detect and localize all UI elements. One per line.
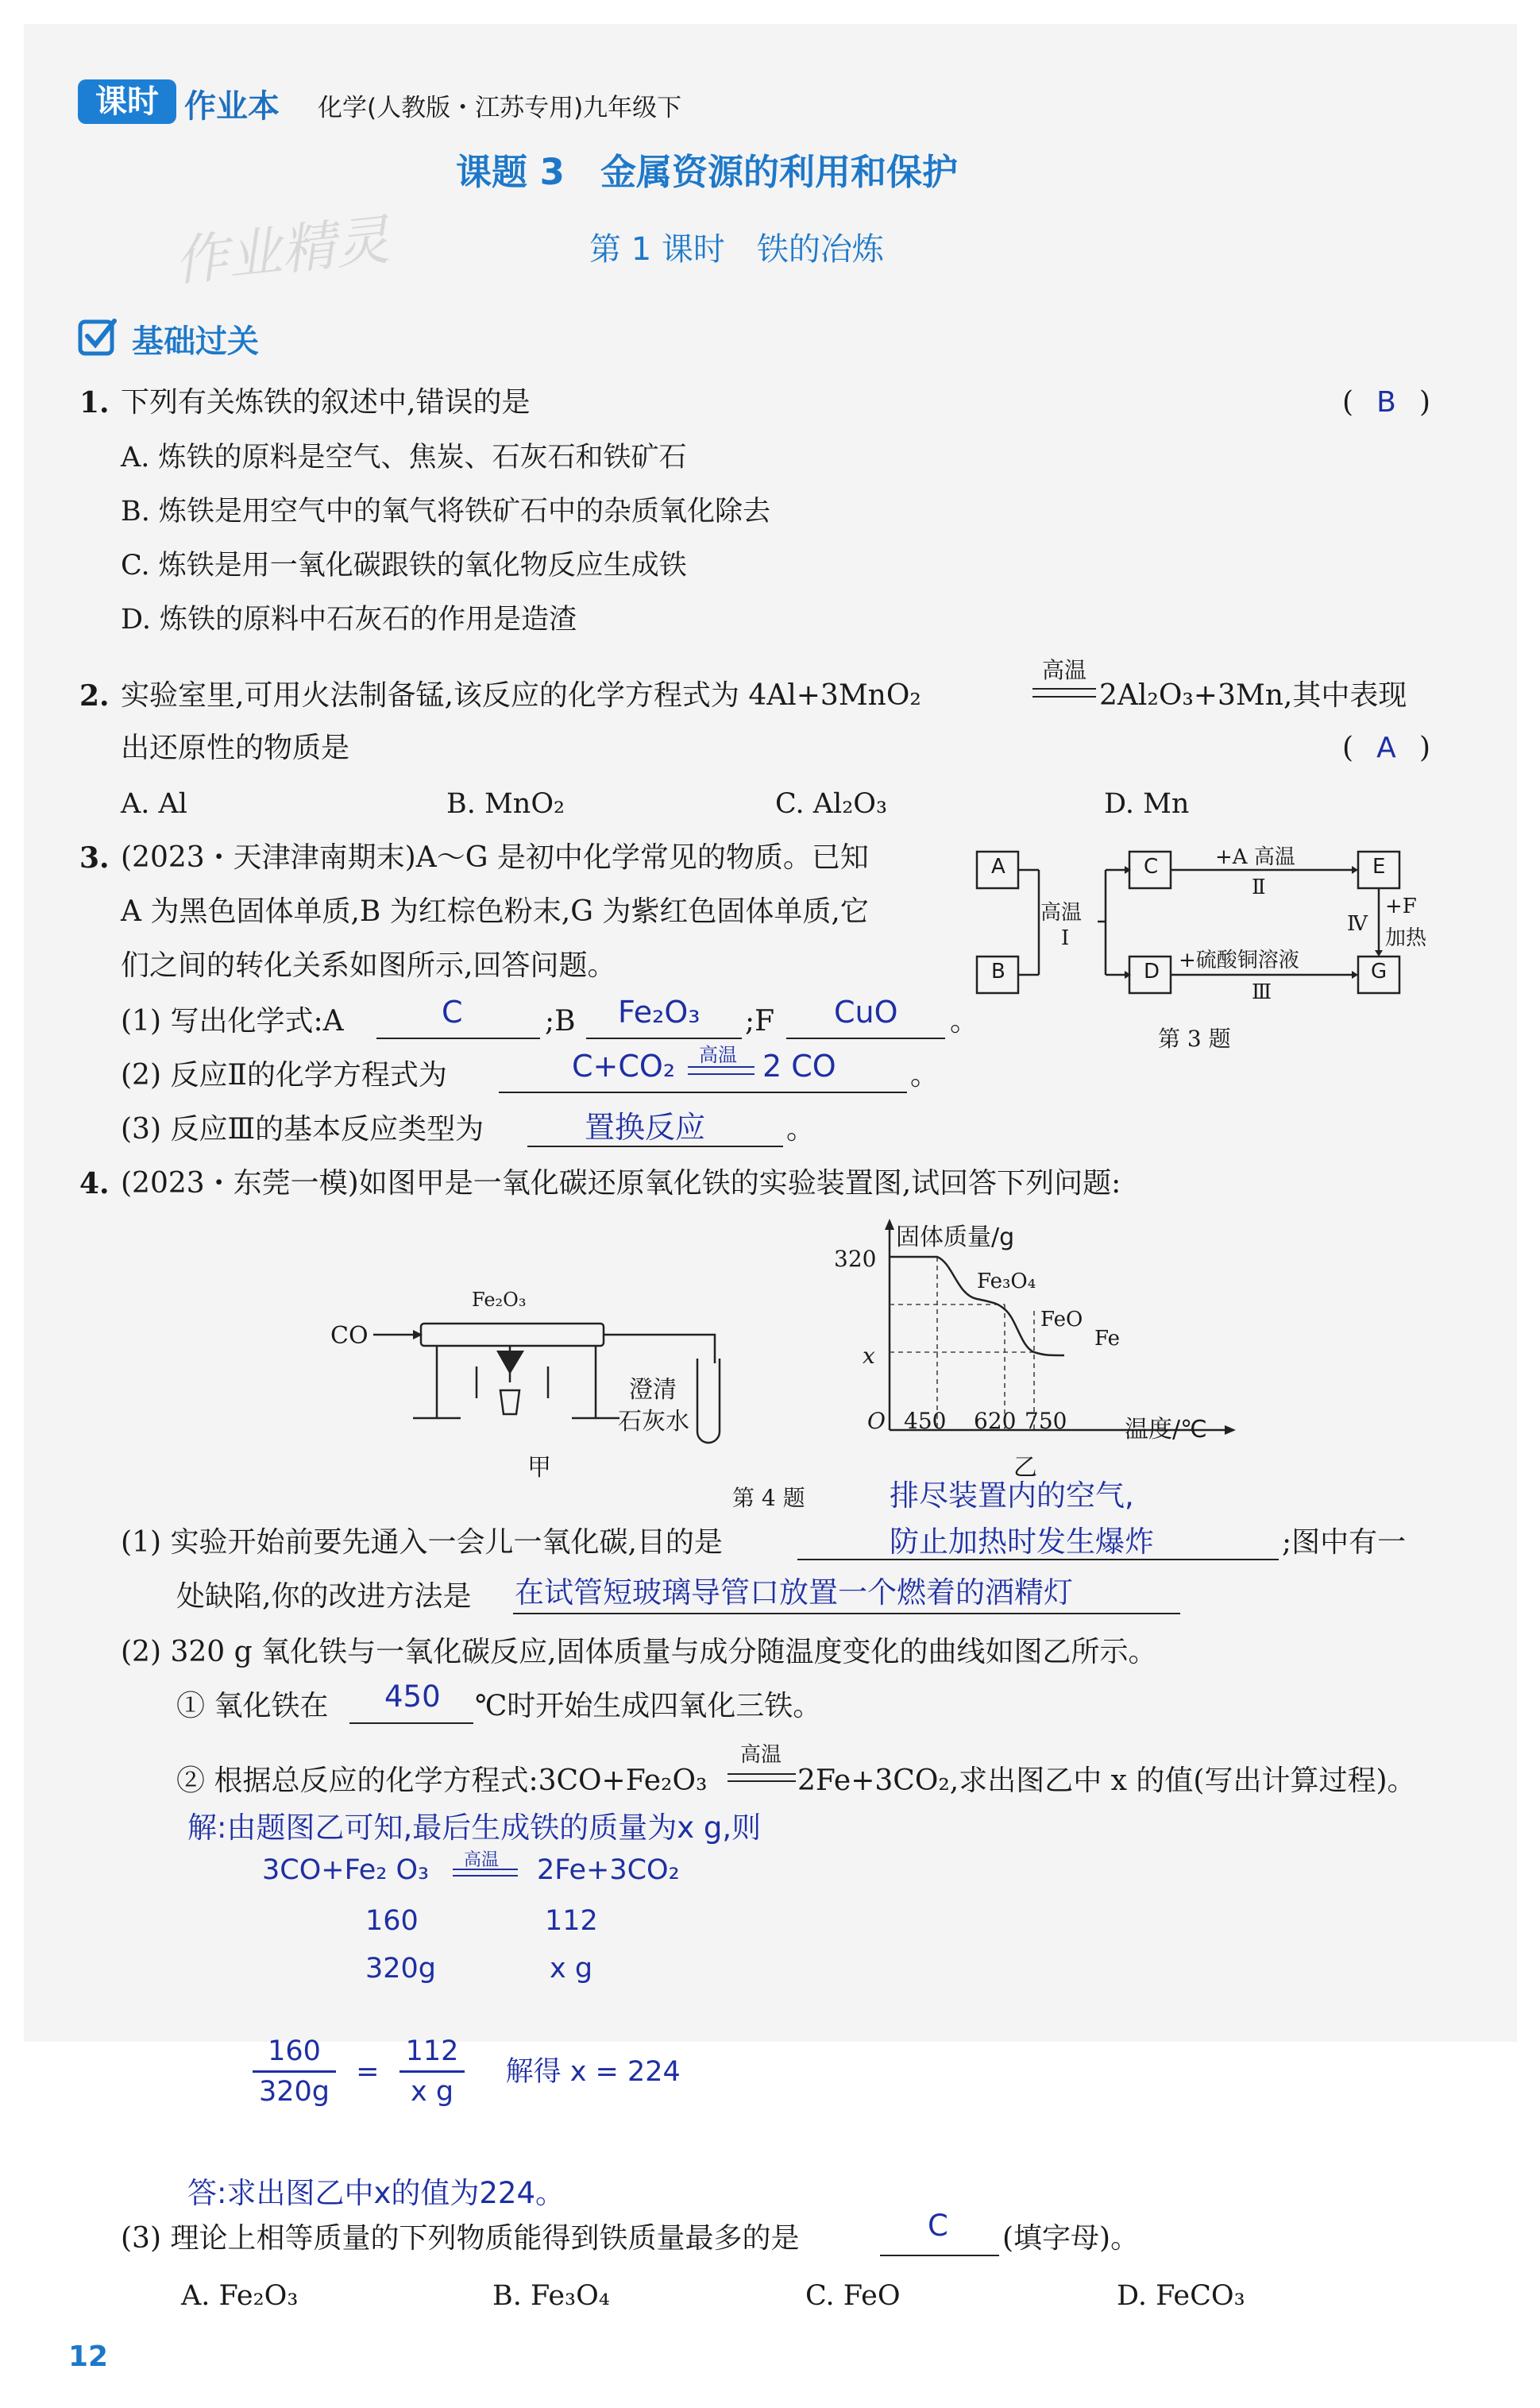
q3-p1-end: 。: [950, 1005, 979, 1038]
q3-sep-f: ;F: [745, 1005, 775, 1038]
q3-line-2: A 为黑色固体单质,B 为红棕色粉末,G 为紫红色固体单质,它: [121, 895, 869, 928]
q3-reaction-iv-label2: 加热: [1385, 926, 1427, 950]
q4-stem: (2023・东莞一模)如图甲是一氧化碳还原氧化铁的实验装置图,试回答下列问题:: [121, 1167, 1121, 1200]
q4-p1-line-2: 处缺陷,你的改进方法是: [176, 1580, 472, 1613]
q3-node-a: A: [991, 855, 1005, 879]
q3-reaction-ii-label: +A 高温: [1215, 845, 1295, 869]
q4-limewater-label-2: 石灰水: [618, 1408, 689, 1436]
q4-solution-eq-a: 3CO+Fe₂ O₃: [262, 1854, 430, 1886]
q1-option-b: B. 炼铁是用空气中的氧气将铁矿石中的杂质氧化除去: [121, 496, 770, 528]
q3-reaction-iv-roman: Ⅳ: [1347, 912, 1368, 936]
q4-p3-option-d: D. FeCO₃: [1117, 2280, 1245, 2312]
q4-graph-feo: FeO: [1040, 1308, 1083, 1332]
q4-solution-ratio-2a: 320g: [365, 1953, 437, 1985]
q4-p1-answer-3: 在试管短玻璃导管口放置一个燃着的酒精灯: [515, 1575, 1073, 1610]
book-title: 作业本: [184, 88, 280, 125]
q4-caption: 第 4 题: [732, 1485, 805, 1511]
q3-p2-equals: [688, 1066, 755, 1075]
q3-answer-a: C: [442, 995, 463, 1030]
q1-option-d: D. 炼铁的原料中石灰石的作用是造渣: [121, 604, 577, 636]
q4-graph-label: 乙: [1013, 1454, 1037, 1482]
q4-p3-suffix: (填字母)。: [1002, 2222, 1140, 2255]
q3-number: 3.: [79, 841, 110, 875]
q4-fe2o3-label: Fe₂O₃: [472, 1289, 527, 1311]
q4-solution-eq-b: 2Fe+3CO₂: [537, 1854, 680, 1886]
q4-p2b-prefix: ② 根据总反应的化学方程式:3CO+Fe₂O₃: [176, 1764, 708, 1797]
solution-result: 解得 x = 224: [505, 2055, 681, 2088]
q3-reaction-i-label: 高温: [1040, 901, 1083, 925]
q2-stem-a: 实验室里,可用火法制备锰,该反应的化学方程式为 4Al+3MnO₂: [121, 679, 921, 712]
q2-option-d: D. Mn: [1104, 788, 1190, 820]
q4-p2a-answer: 450: [384, 1679, 441, 1714]
q4-co-label: CO: [330, 1322, 369, 1350]
q3-p3-answer: 置换反应: [585, 1110, 706, 1145]
q4-solution-eq-condition: 高温: [464, 1850, 500, 1870]
q2-condition: 高温: [1042, 657, 1087, 683]
q3-node-g: G: [1371, 960, 1388, 984]
q3-p2-answer-b: 2 CO: [762, 1049, 836, 1084]
q2-answer: A: [1376, 732, 1396, 764]
y-axis-arrow: [885, 1219, 894, 1230]
q3-reaction-iii-label: +硫酸铜溶液: [1179, 949, 1299, 972]
q1-stem: 下列有关炼铁的叙述中,错误的是: [121, 386, 531, 419]
q3-p2-prefix: (2) 反应Ⅱ的化学方程式为: [121, 1059, 447, 1092]
q3-p2-end: 。: [910, 1059, 940, 1092]
q4-solution-answer: 答:求出图乙中x的值为224。: [187, 2176, 565, 2210]
q4-solution-eq-equals: [453, 1869, 518, 1877]
q4-p3-option-a: A. Fe₂O₃: [181, 2280, 299, 2312]
x-axis-arrow: [1225, 1425, 1236, 1435]
watermark: 作业精灵: [171, 208, 393, 294]
q3-reaction-i-roman: Ⅰ: [1061, 926, 1070, 950]
q4-p3-blank: [880, 2255, 999, 2256]
q4-graph-x3: 750: [1025, 1408, 1067, 1434]
q4-p2b-condition: 高温: [740, 1743, 782, 1767]
q3-p2-condition: 高温: [699, 1044, 737, 1066]
period-title: 第 1 课时 铁的冶炼: [589, 231, 884, 268]
q4-p3-answer: C: [928, 2209, 948, 2243]
q1-bracket: ( B ): [1342, 384, 1430, 422]
q3-node-b: B: [991, 960, 1005, 984]
page-number: 12: [68, 2340, 109, 2373]
q4-p2b-equals: [728, 1773, 796, 1782]
q4-p1-answer-2: 防止加热时发生爆炸: [890, 1525, 1154, 1559]
q3-reaction-iii-roman: Ⅲ: [1252, 980, 1272, 1004]
q3-p3-end: 。: [786, 1113, 816, 1146]
q4-solution-ratio-1a: 160: [365, 1905, 419, 1937]
q4-graph-x2: 620: [974, 1408, 1017, 1434]
q4-p1-prefix: (1) 实验开始前要先通入一会儿一氧化碳,目的是: [121, 1526, 723, 1559]
q4-p1-middle: ;图中有一: [1282, 1526, 1407, 1559]
q4-p2-text: (2) 320 g 氧化铁与一氧化碳反应,固体质量与成分随温度变化的曲线如图乙所示。: [121, 1636, 1157, 1668]
q2-option-b: B. MnO₂: [446, 788, 565, 820]
q3-reaction-ii-roman: Ⅱ: [1252, 875, 1266, 899]
q4-solution-fraction-equation: [253, 2032, 681, 2111]
q2-equals-sign: [1032, 688, 1096, 698]
q4-apparatus-figure: [326, 1279, 755, 1454]
q4-number: 4.: [79, 1167, 110, 1200]
q2-option-a: A. Al: [121, 788, 187, 820]
q2-bracket: ( A ): [1342, 729, 1430, 767]
q4-graph-x1: 450: [904, 1408, 947, 1434]
q4-solution-line-1: 解:由题图乙可知,最后生成铁的质量为x g,则: [187, 1811, 762, 1845]
q4-solution-ratio-1b: 112: [545, 1905, 598, 1937]
lesson-title: 课题 3 金属资源的利用和保护: [456, 151, 958, 193]
q4-p1-blank-2: [513, 1613, 1180, 1614]
fraction-equals: =: [356, 2055, 380, 2088]
q4-p2a-blank: [349, 1722, 473, 1724]
q3-answer-f: CuO: [834, 995, 898, 1030]
q1-option-a: A. 炼铁的原料是空气、焦炭、石灰石和铁矿石: [121, 442, 687, 473]
q4-apparatus-label: 甲: [527, 1454, 551, 1482]
q3-p2-answer-a: C+CO₂: [572, 1049, 676, 1084]
q1-number: 1.: [79, 386, 110, 419]
q4-graph-xlabel: 温度/℃: [1125, 1416, 1207, 1444]
q3-blank-2: [499, 1092, 907, 1093]
q3-line-3: 们之间的转化关系如图所示,回答问题。: [121, 949, 616, 982]
q4-graph-yx: x: [863, 1343, 875, 1369]
q3-node-e: E: [1372, 855, 1386, 879]
q3-reaction-iv-label1: +F: [1385, 895, 1417, 918]
q3-blank-f: [786, 1038, 945, 1039]
q4-p2a-suffix: ℃时开始生成四氧化三铁。: [475, 1690, 822, 1722]
q2-stem-c: 出还原性的物质是: [121, 732, 350, 764]
q4-p2a-prefix: ① 氧化铁在: [176, 1690, 329, 1722]
q2-option-c: C. Al₂O₃: [775, 788, 888, 820]
q1-answer: B: [1376, 386, 1396, 419]
q4-graph-ylabel: 固体质量/g: [896, 1223, 1015, 1251]
q4-graph-origin: O: [867, 1408, 886, 1434]
q3-node-c: C: [1144, 855, 1159, 879]
q4-p2b-suffix: 2Fe+3CO₂,求出图乙中 x 的值(写出计算过程)。: [797, 1764, 1416, 1797]
q4-graph-y320: 320: [834, 1246, 877, 1272]
q4-solution-ratio-2b: x g: [550, 1953, 593, 1985]
q4-p3-prefix: (3) 理论上相等质量的下列物质能得到铁质量最多的是: [121, 2222, 800, 2255]
q1-option-c: C. 炼铁是用一氧化碳跟铁的氧化物反应生成铁: [121, 550, 687, 582]
q2-stem-b: 2Al₂O₃+3Mn,其中表现: [1099, 679, 1407, 712]
logo: 课时: [78, 79, 176, 124]
book-subject: 化学(人教版・江苏专用)九年级下: [318, 94, 682, 122]
q3-node-d: D: [1144, 960, 1160, 984]
q4-graph-fe3o4: Fe₃O₄: [977, 1270, 1036, 1293]
q4-p1-answer-1: 排尽装置内的空气,: [890, 1478, 1134, 1513]
q3-answer-b: Fe₂O₃: [618, 995, 701, 1030]
fraction-left: $\frac{160}{320g}$: [253, 2032, 336, 2111]
q4-p3-option-c: C. FeO: [805, 2280, 901, 2312]
q3-sep-b: ;B: [545, 1005, 576, 1038]
q4-limewater-label-1: 澄清: [629, 1376, 677, 1404]
q2-number: 2.: [79, 679, 110, 713]
q3-blank-a: [376, 1038, 540, 1039]
q3-p3-prefix: (3) 反应Ⅲ的基本反应类型为: [121, 1113, 484, 1146]
q3-line-1: (2023・天津津南期末)A～G 是初中化学常见的物质。已知: [121, 841, 869, 874]
q4-graph-fe: Fe: [1094, 1327, 1121, 1351]
section-label: 基础过关: [132, 323, 259, 360]
q4-p3-option-b: B. Fe₃O₄: [492, 2280, 610, 2312]
q3-p1-prefix: (1) 写出化学式:A: [121, 1005, 344, 1038]
fraction-right: $\frac{112}{\text{x g}}$: [399, 2032, 465, 2111]
checkbox-icon: [78, 316, 119, 361]
q3-caption: 第 3 题: [1158, 1026, 1231, 1052]
